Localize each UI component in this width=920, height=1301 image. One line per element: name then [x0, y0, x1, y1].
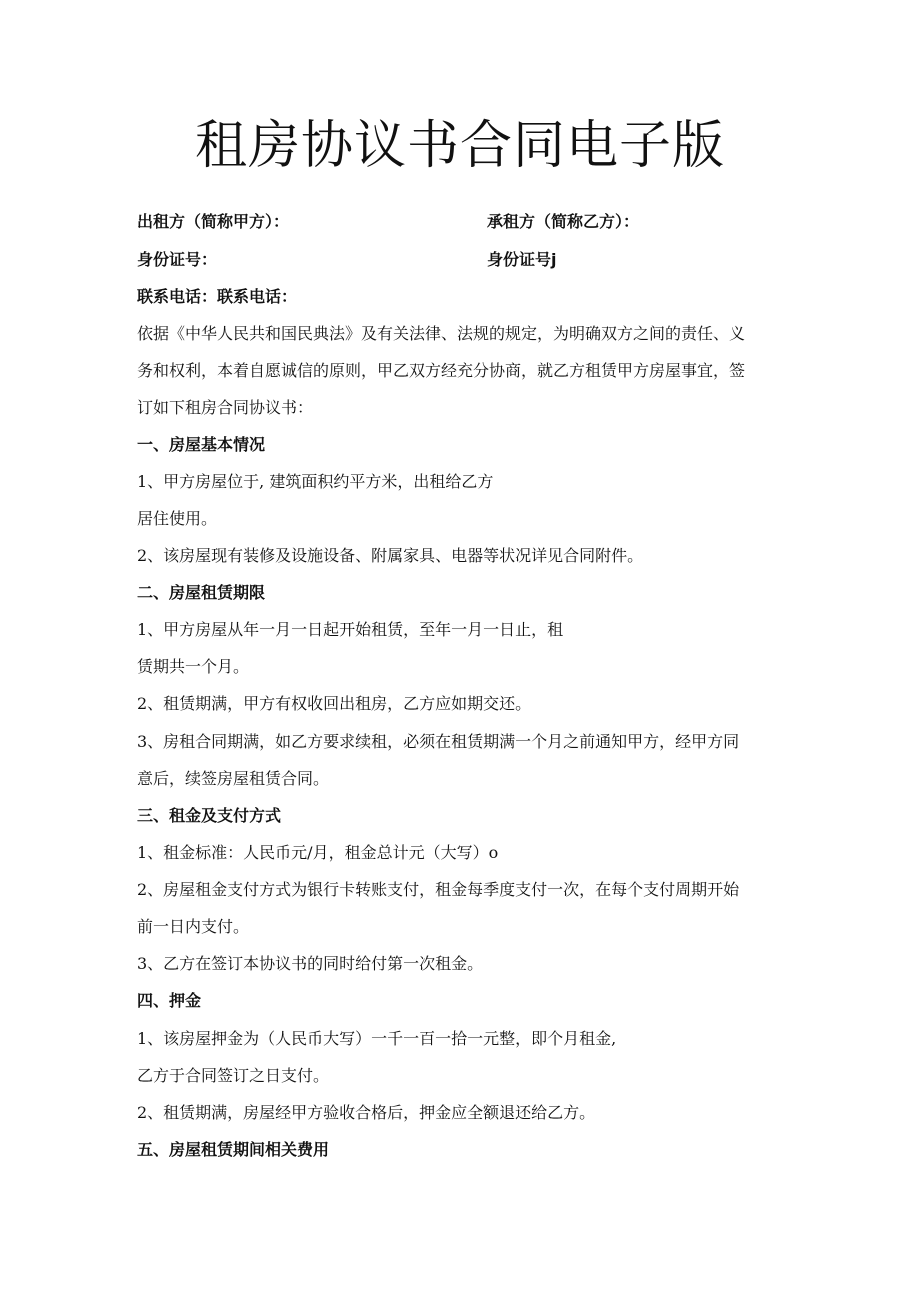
section-2-item-1-line-1: 1、甲方房屋从年一月一日起开始租赁，至年一月一日止，租: [137, 620, 564, 639]
lessor-id-label: 身份证号：: [137, 250, 218, 269]
intro-line-3: 订如下租房合同协议书：: [137, 398, 314, 417]
section-3-item-2-line-1: 2、房屋租金支付方式为银行卡转账支付，租金每季度支付一次，在每个支付周期开始: [137, 880, 740, 899]
document-title: 租房协议书合同电子版: [194, 116, 725, 176]
section-4-item-1-line-1: 1、该房屋押金为（人民币大写）一千一百一拾一元整，即个月租金,: [137, 1029, 617, 1048]
lessee-id-label: 身份证号j: [487, 250, 557, 269]
section-2-item-1-line-2: 赁期共一个月。: [137, 657, 250, 676]
section-2-heading: 二、房屋租赁期限: [137, 583, 266, 602]
section-2-item-3-line-1: 3、房租合同期满，如乙方要求续租，必须在租赁期满一个月之前通知甲方，经甲方同: [137, 732, 740, 751]
section-3-item-3: 3、乙方在签订本协议书的同时给付第一次租金。: [137, 954, 484, 973]
section-3-item-2-line-2: 前一日内支付。: [137, 917, 250, 936]
section-1-item-1-line-2: 居住使用。: [137, 509, 218, 528]
section-3-item-1: 1、租金标准：人民币元/月，租金总计元（大写）o: [137, 843, 499, 862]
section-2-item-2: 2、租赁期满，甲方有权收回出租房，乙方应如期交还。: [137, 694, 532, 713]
section-1-item-2: 2、该房屋现有装修及设施设备、附属家具、电器等状况详见合同附件。: [137, 546, 644, 565]
section-5-heading: 五、房屋租赁期间相关费用: [137, 1140, 330, 1159]
section-1-item-1-line-1: 1、甲方房屋位于, 建筑面积约平方米，出租给乙方: [137, 472, 494, 491]
section-2-item-3-line-2: 意后，续签房屋租赁合同。: [137, 769, 330, 788]
contact-label: 联系电话：联系电话：: [137, 287, 298, 306]
lessor-label: 出租方（简称甲方）：: [137, 212, 290, 231]
section-4-item-1-line-2: 乙方于合同签订之日支付。: [137, 1066, 330, 1085]
lessee-label: 承租方（简称乙方）：: [487, 212, 640, 231]
intro-line-2: 务和权利，本着自愿诚信的原则，甲乙双方经充分协商，就乙方租赁甲方房屋事宜，签: [137, 361, 746, 380]
section-4-item-2: 2、租赁期满，房屋经甲方验收合格后，押金应全额退还给乙方。: [137, 1103, 596, 1122]
section-3-heading: 三、租金及支付方式: [137, 806, 282, 825]
intro-line-1: 依据《中华人民共和国民典法》及有关法律、法规的规定，为明确双方之间的责任、义: [137, 324, 746, 343]
section-1-heading: 一、房屋基本情况: [137, 435, 266, 454]
section-4-heading: 四、押金: [137, 991, 202, 1010]
